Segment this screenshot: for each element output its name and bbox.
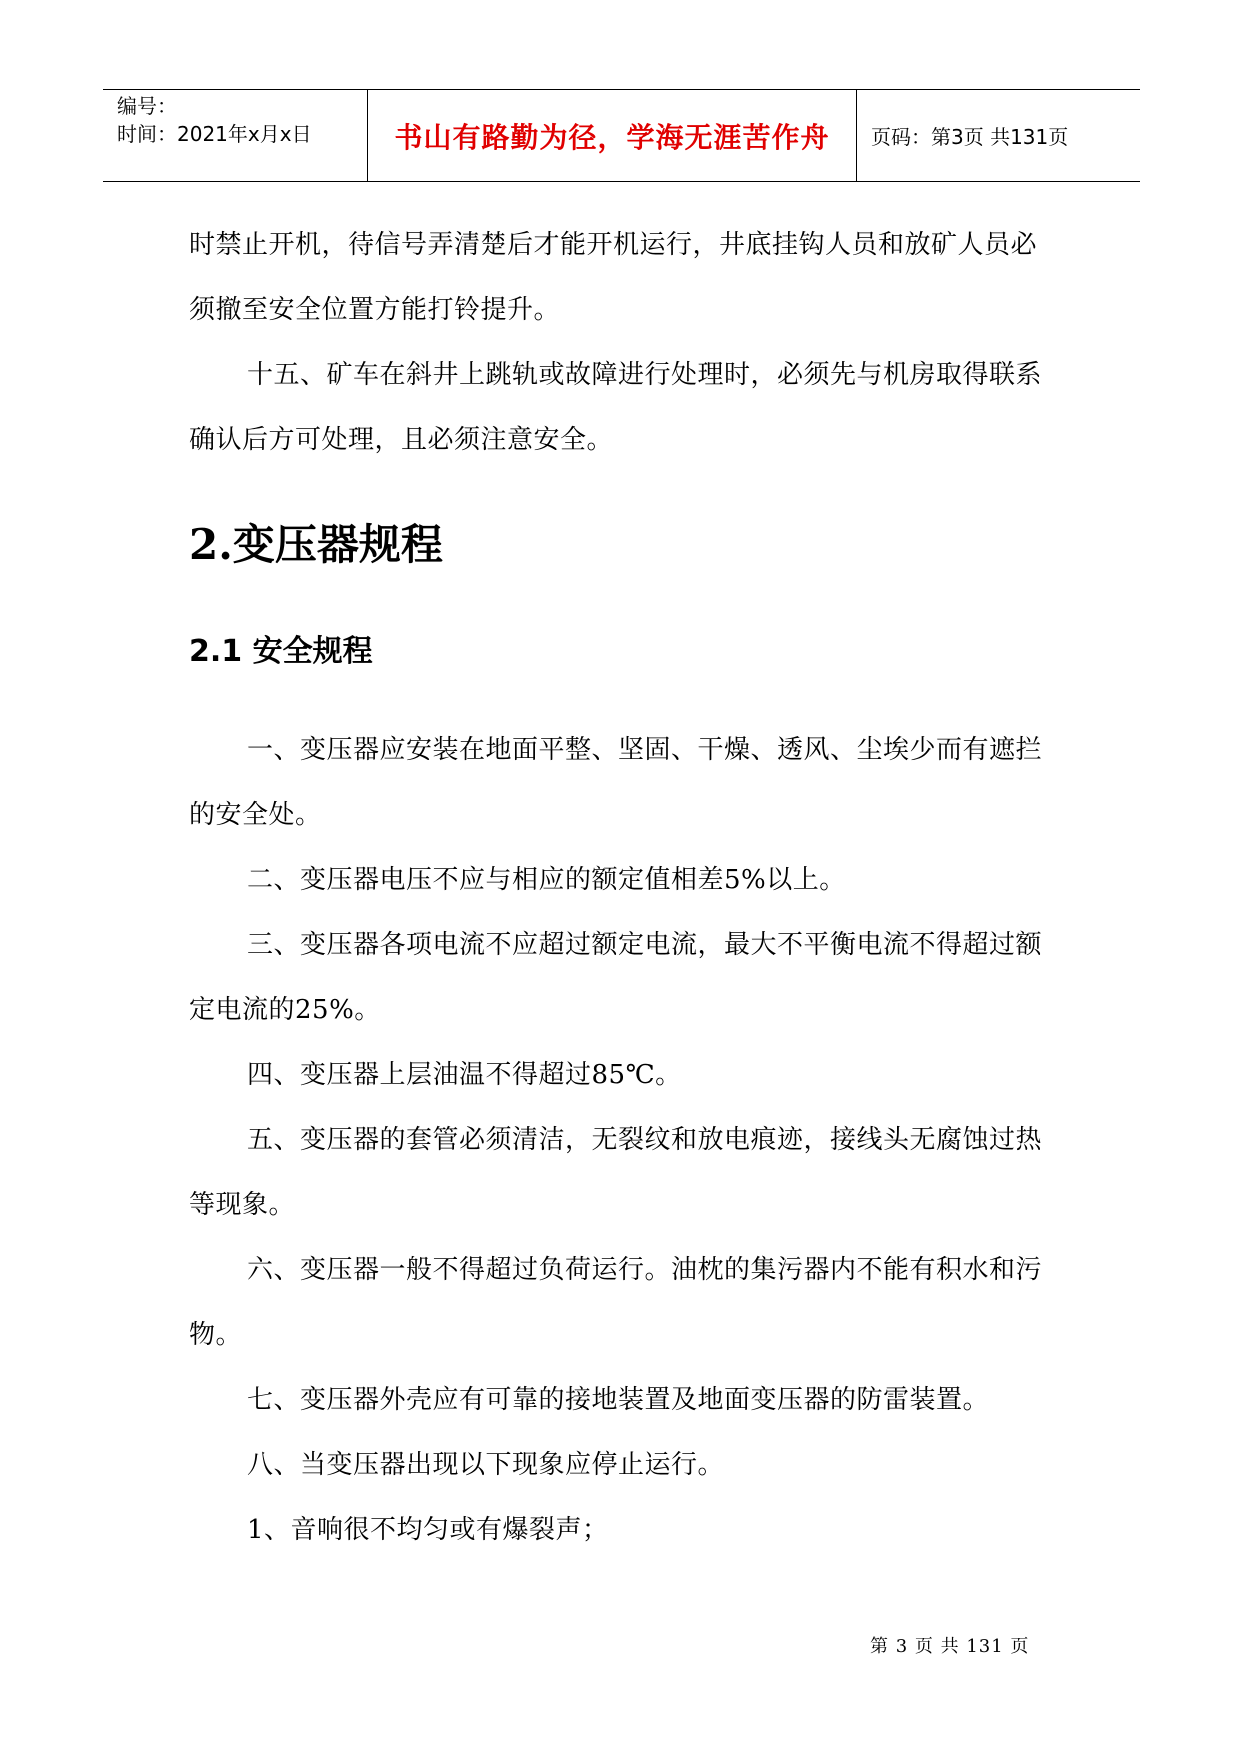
rule-item: 七、变压器外壳应有可靠的接地装置及地面变压器的防雷装置。	[247, 1385, 990, 1415]
header-meta	[103, 90, 367, 181]
section-title: 2.变压器规程	[189, 520, 443, 569]
rules-list	[189, 718, 1059, 1563]
rule-item: 1、音响很不均匀或有爆裂声；	[247, 1515, 609, 1545]
header-motto-cell	[367, 90, 857, 181]
rule-item: 三、变压器各项电流不应超过额定电流，最大不平衡电流不得超过额定电流的25%。	[189, 930, 1043, 1025]
header-motto: 书山有路勤为径，学海无涯苦作舟	[394, 120, 830, 154]
subsection-title: 2.1 安全规程	[189, 634, 373, 669]
rule-item: 四、变压器上层油温不得超过85℃。	[247, 1060, 682, 1090]
rule-item: 六、变压器一般不得超过负荷运行。油枕的集污器内不能有积水和污物。	[189, 1255, 1043, 1350]
header-page-code: 页码：第3页 共131页	[871, 125, 1069, 149]
rule-item: 八、当变压器出现以下现象应停止运行。	[247, 1450, 725, 1480]
paragraph: 时禁止开机，待信号弄清楚后才能开机运行，井底挂钩人员和放矿人员必须撤至安全位置方能打铃提升。	[189, 230, 1038, 325]
header-page-cell	[857, 90, 1140, 181]
document-time: 时间：2021年x月x日	[117, 122, 312, 146]
page-footer: 第 3 页 共 131 页	[870, 1636, 1030, 1657]
intro-text	[189, 213, 1059, 473]
paragraph: 十五、矿车在斜井上跳轨或故障进行处理时，必须先与机房取得联系确认后方可处理，且必须注意安全。	[189, 360, 1043, 455]
rule-item: 二、变压器电压不应与相应的额定值相差5%以上。	[247, 865, 846, 895]
page-header	[103, 89, 1140, 182]
document-number-label: 编号：	[117, 94, 177, 118]
rule-item: 五、变压器的套管必须清洁，无裂纹和放电痕迹，接线头无腐蚀过热等现象。	[189, 1125, 1043, 1220]
rule-item: 一、变压器应安装在地面平整、坚固、干燥、透风、尘埃少而有遮拦的安全处。	[189, 735, 1043, 830]
